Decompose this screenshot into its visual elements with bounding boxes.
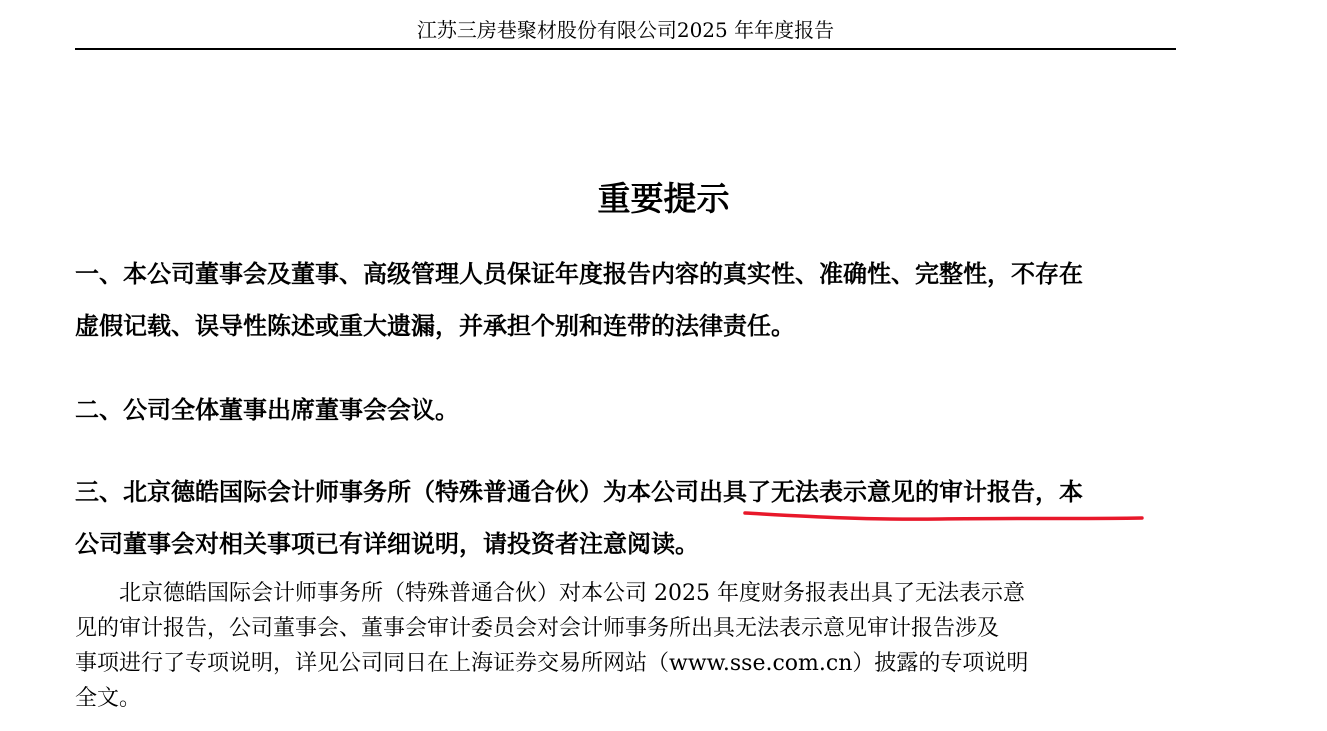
notice-item-3 xyxy=(75,466,1180,570)
audit-explanation-line-2: 见的审计报告，公司董事会、董事会审计委员会对会计师事务所出具无法表示意见审计报告涉及 xyxy=(75,616,1000,641)
header-title: 江苏三房巷聚材股份有限公司2025 年年度报告 xyxy=(416,18,835,42)
audit-explanation xyxy=(75,576,1180,716)
notice-item-3-line-2: 公司董事会对相关事项已有详细说明，请投资者注意阅读。 xyxy=(75,530,699,558)
notice-item-1 xyxy=(75,248,1180,352)
notice-item-2-line-1: 二、公司全体董事出席董事会会议。 xyxy=(75,396,459,424)
notice-item-2 xyxy=(75,384,1180,436)
audit-explanation-line-4: 全文。 xyxy=(75,686,142,711)
audit-explanation-line-1: 北京德皓国际会计师事务所（特殊普通合伙）对本公司 2025 年度财务报表出具了无法表示意 xyxy=(119,581,1025,606)
audit-explanation-line-3: 事项进行了专项说明，详见公司同日在上海证券交易所网站（www.sse.com.cn）披露的专项说明 xyxy=(75,651,1029,676)
page-title: 重要提示 xyxy=(597,179,730,219)
running-header xyxy=(75,12,1176,50)
notice-item-1-line-2: 虚假记载、误导性陈述或重大遗漏，并承担个别和连带的法律责任。 xyxy=(75,312,795,340)
notice-item-1-line-1: 一、本公司董事会及董事、高级管理人员保证年度报告内容的真实性、准确性、完整性，不存在 xyxy=(75,260,1083,288)
notice-item-3-line-1: 三、北京德皓国际会计师事务所（特殊普通合伙）为本公司出具了无法表示意见的审计报告，本 xyxy=(75,478,1083,506)
